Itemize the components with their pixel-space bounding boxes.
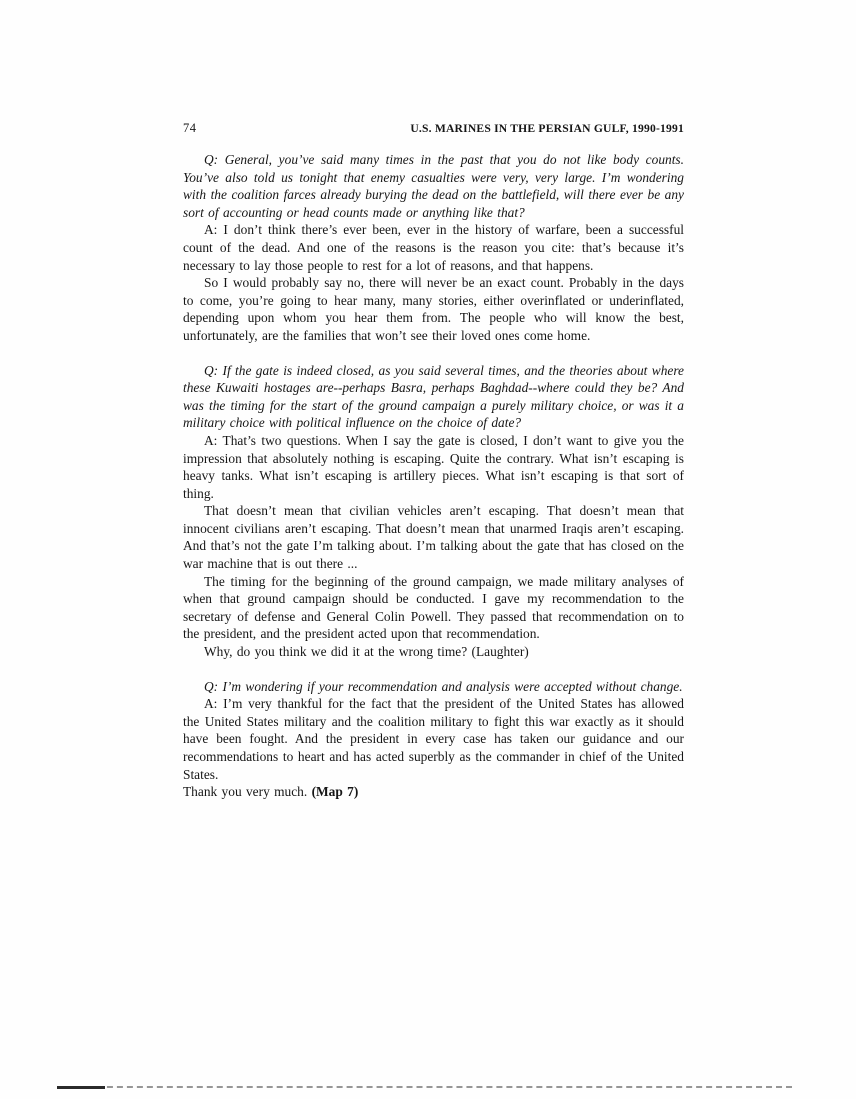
page-header <box>183 121 684 136</box>
question-paragraph-2: Q: If the gate is indeed closed, as you said several times, and the theories about where these Kuwaiti hostages are--perhaps Basra, perhaps Baghdad--where could they be? And was the timing for the start of the ground campaign a purely military choice, or was it a military choice with political influence on the choice of date? <box>183 362 684 431</box>
closing-line <box>183 783 684 801</box>
page-number: 74 <box>183 121 197 135</box>
answer-paragraph-3: A: That’s two questions. When I say the gate is closed, I don’t want to give you the impression that absolutely nothing is escaping. Quite the contrary. What isn’t escaping is heavy tanks. What isn’t escaping is artillery pieces. What isn’t escaping is that sort of thing. <box>183 432 684 501</box>
map-reference: (Map 7) <box>311 784 359 800</box>
text-block <box>183 121 684 801</box>
question-paragraph-3: Q: I’m wondering if your recommendation and analysis were accepted without change. <box>204 678 683 694</box>
answer-paragraph-1: A: I don’t think there’s ever been, ever in the history of warfare, been a successful count of the dead. And one of the reasons is the reason you cite: that’s because it’s necessary to lay those people to rest for a lot of reasons, and that happens. <box>183 222 684 273</box>
scan-artifact-mark <box>57 1086 105 1089</box>
answer-paragraph-4: That doesn’t mean that civilian vehicles aren’t escaping. That doesn’t mean that innocent civilians aren’t escaping. That doesn’t mean that unarmed Iraqis aren’t escaping. And that’s not the gate I’m talking about. I’m talking about the gate that has closed on the war machine that is out there ... <box>183 503 684 572</box>
scan-artifact-line <box>57 1086 792 1088</box>
answer-paragraph-7: A: I’m very thankful for the fact that the president of the United States has allowed the United States military and the coalition military to fight this war exactly as it should have been fought. And the president in every case has taken our guidance and our recommendations to heart and has acted superbly as the commander in chief of the United States. <box>183 696 684 782</box>
running-header-title: U.S. MARINES IN THE PERSIAN GULF, 1990-1991 <box>410 122 684 135</box>
answer-paragraph-2: So I would probably say no, there will never be an exact count. Probably in the days to come, you’re going to hear many, many stories, either overinflated or underinflated, depending upon whom you hear them from. The people who will know the best, unfortunately, are the families that won’t see their loved ones come home. <box>183 275 684 343</box>
closing-text: Thank you very much. <box>183 784 312 800</box>
answer-paragraph-5: The timing for the beginning of the ground campaign, we made military analyses of when that ground campaign should be conducted. I gave my recommendation to the secretary of defense and General Colin Powell. They passed that recommendation on to the president, and the president acted upon that recommendation. <box>183 573 684 642</box>
question-paragraph-1: Q: General, you’ve said many times in the past that you do not like body counts. You’ve also told us tonight that enemy casualties were very, very large. I’m wondering with the coalition farces already burying the dead on the battlefield, will there ever be any sort of accounting or head counts made or anything like that? <box>183 152 684 220</box>
answer-paragraph-6: Why, do you think we did it at the wrong time? (Laughter) <box>204 644 529 660</box>
